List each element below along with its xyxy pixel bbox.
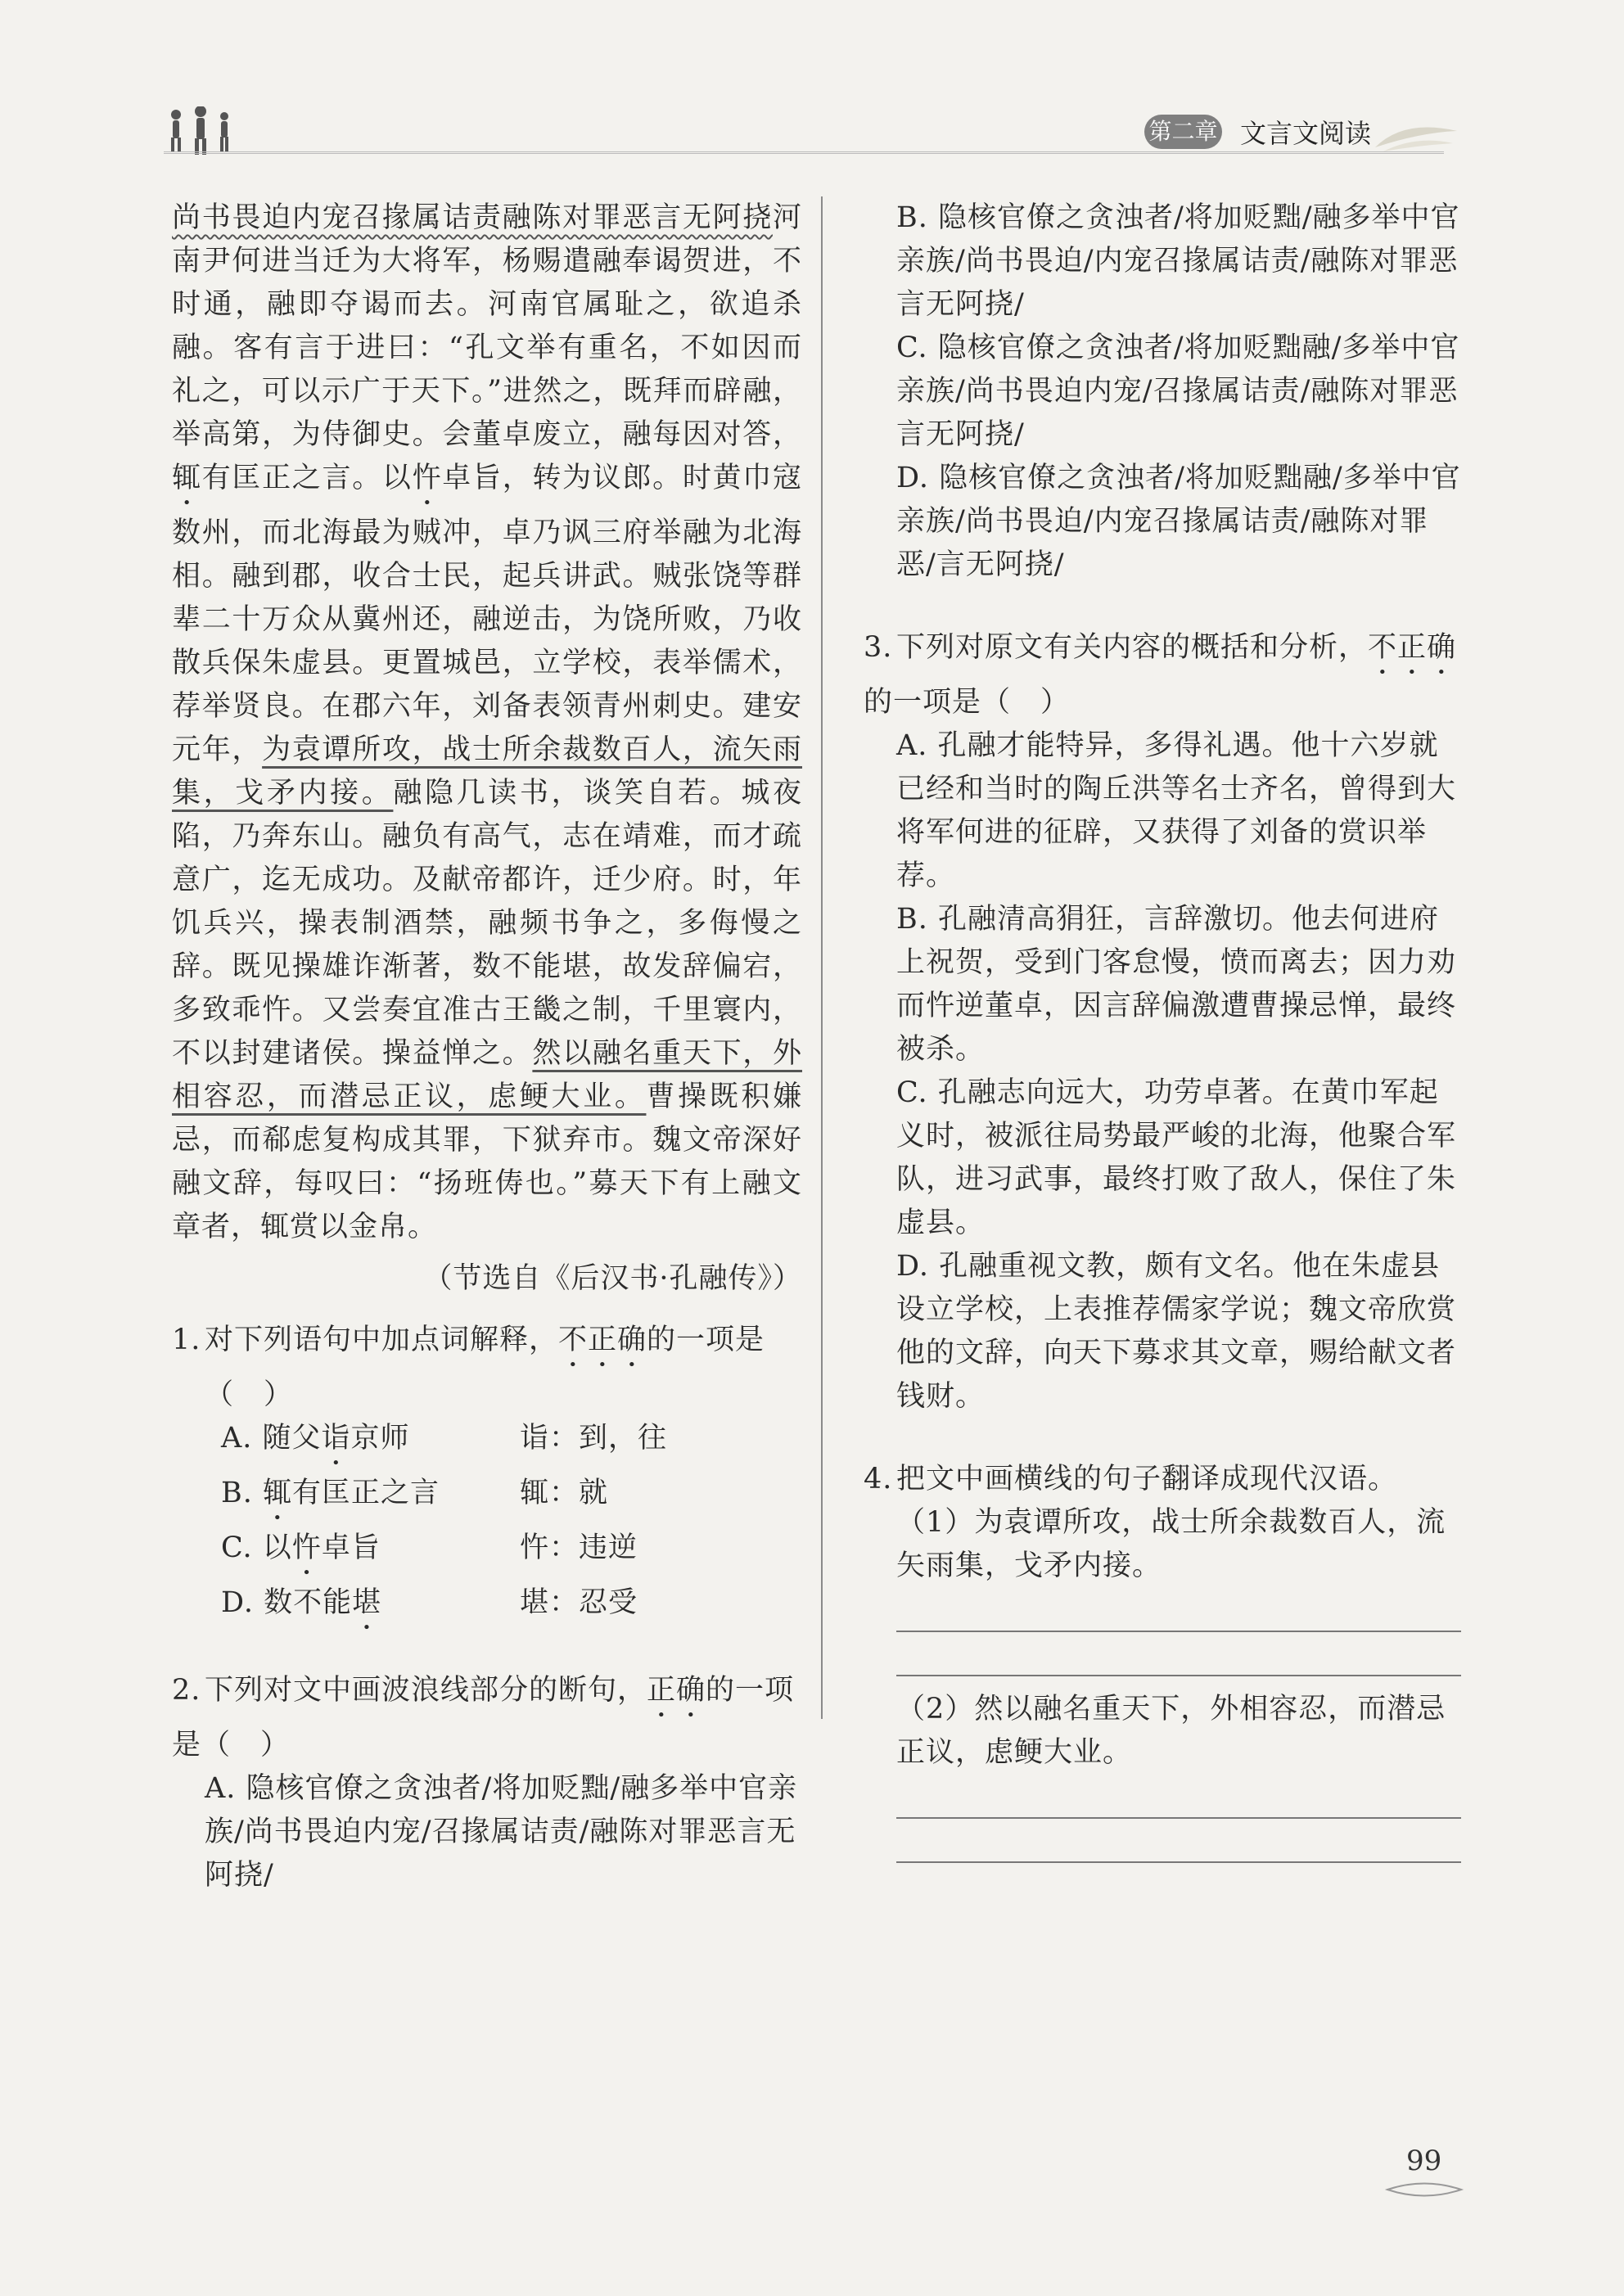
dotted-word: 辄 — [172, 462, 202, 494]
answer-paren: （ ） — [205, 1378, 294, 1411]
page-header — [0, 0, 1624, 164]
option-b: B. 隐核官僚之贪浊者/将加贬黜/融多举中官亲族/尚书畏迫/内宠召掾属诘责/融陈对罪恶言无阿挠/ — [896, 201, 1460, 321]
page-number: 99 — [1406, 2145, 1442, 2177]
option-c: C. 以忤卓旨 忤：违逆 — [221, 1531, 638, 1564]
answer-line[interactable] — [896, 1632, 1461, 1676]
passage-source: （节选自《后汉书·孔融传》） — [423, 1262, 802, 1295]
left-column — [172, 196, 802, 1897]
option-d: D. 数不能堪 堪：忍受 — [221, 1586, 638, 1619]
option-c: C. 孔融志向远大，功劳卓著。在黄巾军起义时，被派往局势最严峻的北海，他聚合军队，进习武事，最终打败了敌人，保住了朱虚县。 — [896, 1076, 1457, 1239]
column-divider — [821, 196, 823, 1719]
question-2: 2. 下列对文中画波浪线部分的断句，正确的一项是（ ） A. 隐核官僚之贪浊者/将加贬黜/融多举中官亲族/尚书畏迫内宠/召掾属诘责/融陈对罪恶言无阿挠/ — [172, 1669, 802, 1897]
option-b: B. 辄有匡正之言 辄：就 — [221, 1477, 609, 1509]
option-d: D. 孔融重视文教，颇有文名。他在朱虚县设立学校，上表推荐儒家学说；魏文帝欣赏他的文辞，向天下募求其文章，赐给献文者钱财。 — [896, 1250, 1457, 1413]
running-figures-icon — [164, 106, 237, 156]
option-c: C. 隐核官僚之贪浊者/将加贬黜融/多举中官亲族/尚书畏迫内宠/召掾属诘责/融陈对罪恶言无阿挠/ — [896, 332, 1460, 451]
wavy-underlined-text: 尚书畏迫内宠召掾属诘责融陈对罪恶言无阿挠 — [172, 201, 773, 234]
underlined-sentence-1: 为袁谭所攻，战士所余裁数百人，流矢雨集，戈矛内接。 — [172, 733, 802, 810]
answer-line[interactable] — [896, 1588, 1461, 1632]
option-a: A. 孔融才能特异，多得礼遇。他十六岁就已经和当时的陶丘洪等名士齐名，曾得到大将军何进的征辟，又获得了刘备的赏识举荐。 — [896, 729, 1457, 892]
translate-item-1: （1）为袁谭所攻，战士所余裁数百人，流矢雨集，戈矛内接。 — [896, 1506, 1446, 1582]
leaf-decoration-icon — [1371, 115, 1461, 156]
dotted-word: 忤 — [412, 462, 443, 494]
option-d: D. 隐核官僚之贪浊者/将加贬黜融/多举中官亲族/尚书畏迫/内宠召掾属诘责/融陈对罪恶/言无阿挠/ — [896, 462, 1461, 581]
answer-line[interactable] — [896, 1775, 1461, 1819]
section-title: 文言文阅读 — [1240, 118, 1372, 149]
footer-leaf-icon — [1383, 2177, 1465, 2202]
translate-item-2: （2）然以融名重天下，外相容忍，而潜忌正议，虑鲠大业。 — [896, 1693, 1446, 1769]
header-rule — [164, 151, 1444, 154]
underlined-sentence-2: 然以融名重天下，外相容忍，而潜忌正议，虑鲠大业。 — [172, 1037, 802, 1113]
question-3: 3. 下列对原文有关内容的概括和分析，不正确的一项是（ ） A. 孔融才能特异，多得礼遇。他十六岁就已经和当时的陶丘洪等名士齐名，曾得到大将军何进的征辟，又获得了刘备的赏识举荐。 B. 孔融清高狷狂，言辞激切。他去何进府上祝贺，受到门客怠慢，愤而离去；因力劝而忤逆董卓，因言辞偏激遭曹操忌惮，最终被杀。 C. 孔融志向远大，功劳卓著。在黄巾军起义时，被派往局势最严峻的北海，他聚合军队，进习武事，最终打败了敌人，保住了朱虚县。 D. 孔融重视文教，颇有文名。他在朱虚县设立学校，上表推荐儒家学说；魏文帝欣赏他的文辞，向天下募求其文章，赐给献文者钱财。 — [864, 626, 1461, 1419]
answer-line[interactable] — [896, 1819, 1461, 1863]
chapter-badge: 第二章 — [1144, 115, 1222, 149]
option-b: B. 孔融清高狷狂，言辞激切。他去何进府上祝贺，受到门客怠慢，愤而离去；因力劝而忤逆董卓，因言辞偏激遭曹操忌惮，最终被杀。 — [896, 903, 1457, 1066]
option-a: A. 隐核官僚之贪浊者/将加贬黜/融多举中官亲族/尚书畏迫内宠/召掾属诘责/融陈对罪恶言无阿挠/ — [205, 1772, 798, 1892]
option-a: A. 随父诣京师 诣：到，往 — [221, 1422, 668, 1455]
question-4: 4. 把文中画横线的句子翻译成现代汉语。 （1）为袁谭所攻，战士所余裁数百人，流矢雨集，戈矛内接。 （2）然以融名重天下，外相容忍，而潜忌正议，虑鲠大业。 — [864, 1458, 1461, 1863]
passage: 尚书畏迫内宠召掾属诘责融陈对罪恶言无阿挠河南尹何进当迁为大将军，杨赐遣融奉谒贺进，不时通，融即夺谒而去。河南官属耻之，欲追杀融。客有言于进曰：“孔文举有重名，不如因而礼之，可以示广于天下。”进然之，既拜而辟融，举高第，为侍御史。会董卓废立，融每因对答，辄有匡正之言。以忤卓旨，转为议郎。时黄巾寇数州，而北海最为贼冲，卓乃讽三府举融为北海相。融到郡，收合士民，起兵讲武。贼张饶等群辈二十万众从冀州还，融逆击，为饶所败，乃收散兵保朱虚县。更置城邑，立学校，表举儒术，荐举贤良。在郡六年，刘备表领青州刺史。建安元年，为袁谭所攻，战士所余裁数百人，流矢雨集，戈矛内接。融隐几读书，谈笑自若。城夜陷，乃奔东山。融负有高气，志在靖难，而才疏意广，迄无成功。及献帝都许，迁少府。时，年饥兵兴，操表制酒禁，融频书争之，多侮慢之辞。既见操雄诈渐著，数不能堪，故发辞偏宕，多致乖忤。又尝奏宜准古王畿之制，千里寰内，不以封建诸侯。操益惮之。然以融名重天下，外相容忍，而潜忌正议，虑鲠大业。曹操既积嫌忌，而郗虑复构成其罪，下狱弃市。魏文帝深好融文辞，每叹曰：“扬班俦也。”募天下有上融文章者，辄赏以金帛。 — [172, 201, 802, 1243]
right-column — [864, 196, 1461, 1863]
question-1: 1. 对下列语句中加点词解释，不正确的一项是 （ ） A. 随父诣京师 诣：到，往 B. 辄有匡正之言 辄：就 C. 以忤卓旨 忤：违逆 D. 数不能堪 堪：忍受 — [172, 1319, 802, 1636]
